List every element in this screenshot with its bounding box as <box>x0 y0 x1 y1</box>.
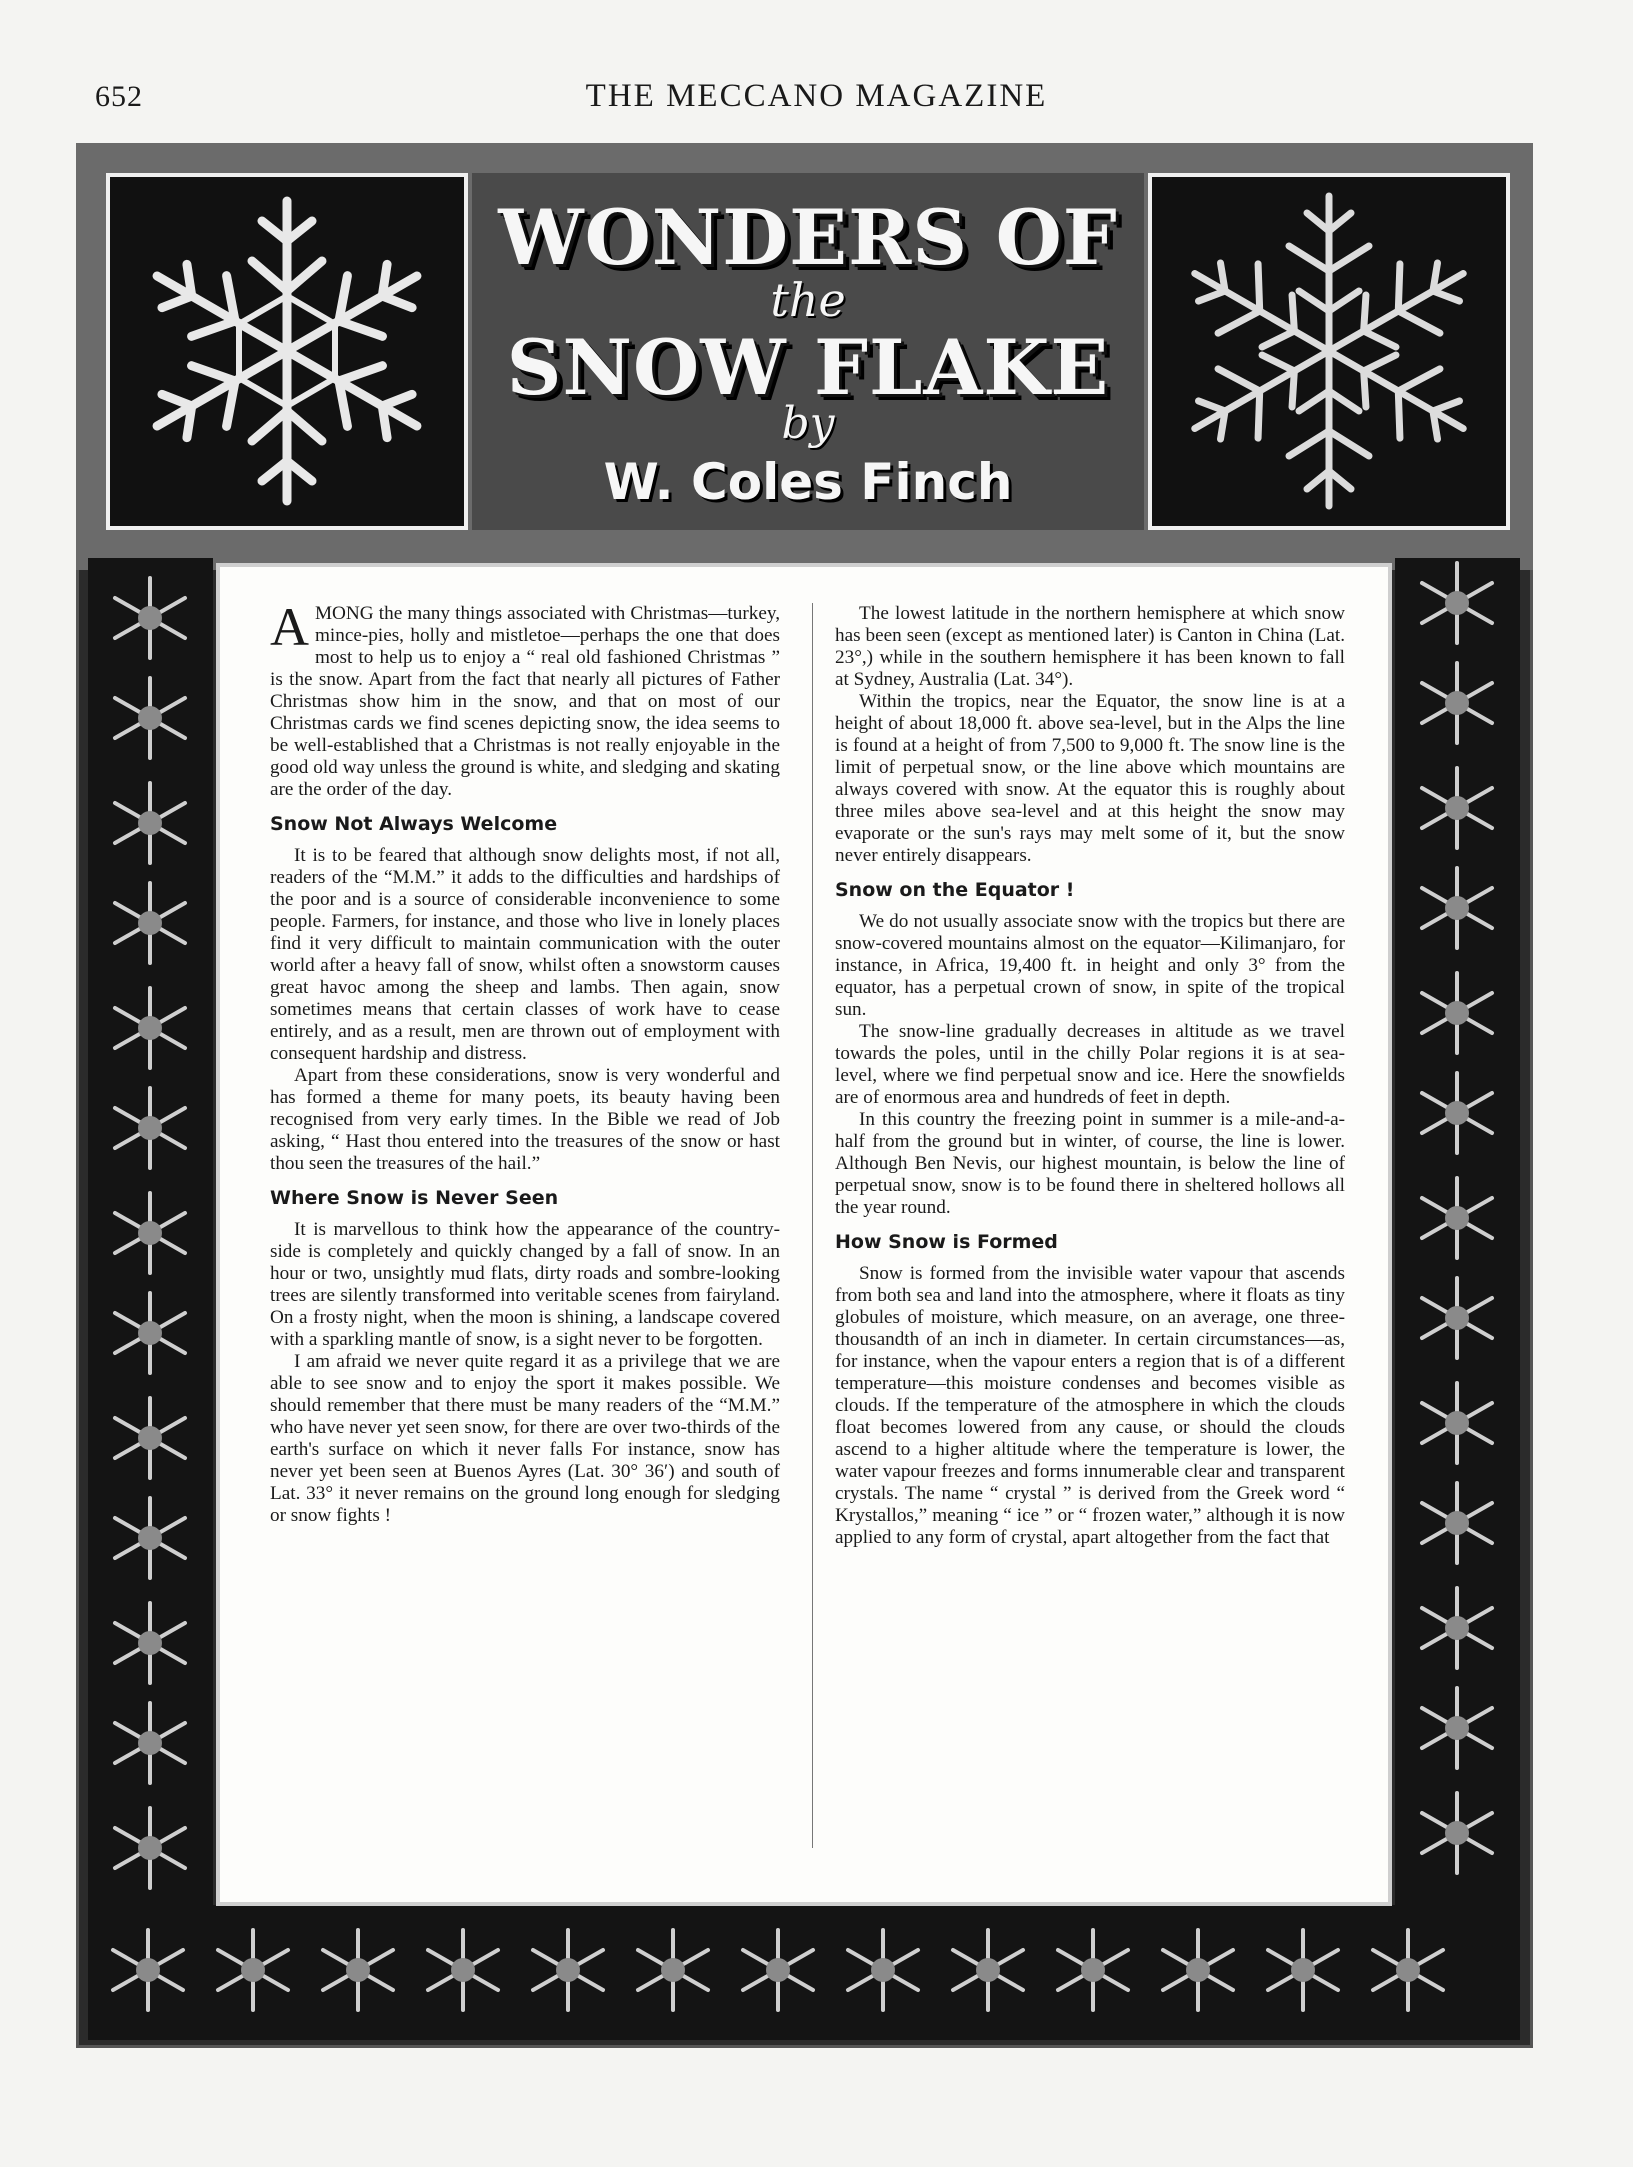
snowflake-border-left <box>88 558 213 1910</box>
paragraph: I am afraid we never quite regard it as a privilege that we are able to see snow and to enjoy the sport it makes possible. We should remember that there must be many readers of the “M.M.” who have never yet seen snow, for there are over two-thirds of the earth's surface on which it never falls For instance, snow has never yet been seen at Buenos Ayres (Lat. 30° 36′) and south of Lat. 33° it never remains on the ground long enough for sledging or snow fights ! <box>270 1351 780 1526</box>
title-line-2: the <box>770 273 846 327</box>
subheading: Snow on the Equator ! <box>835 879 1075 901</box>
column-divider <box>812 603 813 1848</box>
paragraph: It is marvellous to think how the appearance of the country-side is completely and quickly changed by a fall of snow. In an hour or two, unsightly mud flats, dirty roads and sombre-looking trees are silently transformed into veritable scenes from fairyland. On a frosty night, when the moon is shining, a landscape covered with a sparkling mantle of snow, is a sight never to be forgotten. <box>270 1219 780 1350</box>
author-name: W. Coles Finch <box>603 453 1013 511</box>
snowflake-icon <box>110 177 464 526</box>
paragraph: AMONG the many things associated with Christmas—turkey, mince-pies, holly and mistletoe—perhaps the one that does most to help us to enjoy a “ real old fashioned Christmas ” is the snow. Apart from the fact that nearly all pictures of Father Christmas show him in the snow, and that on most of our Christmas cards we find scenes depicting snow, the idea seems to be well-established that a Christmas is not really enjoyable in the good old way unless the ground is white, and sledging and skating are the order of the day. <box>270 597 780 800</box>
snowflake-photo-left <box>106 173 468 530</box>
paragraph: Apart from these considerations, snow is very wonderful and has formed a theme for many poets, its beauty having been recognised from very early times. In the Bible we read of Job asking, “ Hast thou entered into the treasures of the snow or hast thou seen the treasures of the hail.” <box>270 1065 780 1174</box>
snowflakes-row-icon <box>88 1905 1520 2040</box>
paragraph: Snow is formed from the invisible water vapour that ascends from both sea and land into the atmosphere, where it floats as tiny globules of moisture, which measure, on an average, one three-thousandth of an inch in diameter. In certain circumstances—as, for instance, when the vapour enters a region that is of a different temperature—this moisture condenses and becomes visible as clouds. If the temperature of the atmosphere in which the clouds float becomes lowered from any cause, or should the clouds ascend to a higher altitude where the temperature is lower, the water vapour freezes and forms innumerable clear and transparent crystals. The name “ crystal ” is derived from the Greek word “ Krystallos,” meaning “ ice ” or “ frozen water,” although it is now applied to any form of crystal, apart altogether from the fact that <box>835 1263 1345 1548</box>
title-by: by <box>781 398 835 449</box>
article-column-2 <box>835 603 1345 1549</box>
paragraph: It is to be feared that although snow delights most, if not all, readers of the “M.M.” it adds to the difficulties and hardships of the poor and is a source of considerable inconvenience to some people. Farmers, for instance, and those who live in lonely places find it very difficult to maintain communication with the outer world after a heavy fall of snow, whilst often a snowstorm causes great havoc among the sheep and lambs. Then again, snow sometimes means that certain classes of work have to cease entirely, and as a result, men are thrown out of employment with consequent hardship and distress. <box>270 845 780 1064</box>
title-line-3: SNOW FLAKE <box>506 323 1110 412</box>
title-line-1: WONDERS OF <box>498 193 1118 282</box>
magazine-title: THE MECCANO MAGAZINE <box>585 78 1048 114</box>
snowflakes-column-icon <box>88 558 213 1910</box>
snowflake-photo-right <box>1148 173 1510 530</box>
snowflake-border-bottom <box>88 1905 1520 2040</box>
article-text-panel <box>220 567 1388 1902</box>
snowflake-icon <box>1152 177 1506 526</box>
title-panel <box>472 173 1144 530</box>
subheading: How Snow is Formed <box>835 1231 1058 1253</box>
drop-cap: A <box>270 597 309 657</box>
paragraph: In this country the freezing point in summer is a mile-and-a-half from the ground but in winter, of course, the line is lower. Although Ben Nevis, our highest mountain, is below the line of perpetual snow, snow is to be found there in sheltered hollows all the year round. <box>835 1109 1345 1218</box>
paragraph: The snow-line gradually decreases in altitude as we travel towards the poles, until in the chilly Polar regions it is at sea-level, where we find perpetual snow and ice. Here the snowfields are of enormous area and hundreds of feet in depth. <box>835 1021 1345 1108</box>
snowflake-border-right <box>1395 558 1520 1910</box>
paragraph: Within the tropics, near the Equator, the snow line is at a height of about 18,000 ft. above sea-level, but in the Alps the line is found at a height of from 7,500 to 9,000 ft. The snow line is the limit of perpetual snow, or the line above which mountains are always covered with snow. At the equator this is roughly about three miles above sea-level and at this height the snow may evaporate or the sun's rays may melt some of it, but the snow never entirely disappears. <box>835 691 1345 866</box>
article-column-1 <box>270 597 780 1527</box>
paragraph: We do not usually associate snow with the tropics but there are snow-covered mountains almost on the equator—Kilimanjaro, for instance, in Africa, 19,400 ft. in height and only 3° from the equator, has a perpetual crown of snow, in spite of the tropical sun. <box>835 911 1345 1020</box>
page-number: 652 <box>95 80 143 113</box>
subheading: Where Snow is Never Seen <box>270 1187 559 1209</box>
snowflakes-column-icon <box>1395 558 1520 1910</box>
subheading: Snow Not Always Welcome <box>270 813 558 835</box>
paragraph: The lowest latitude in the northern hemisphere at which snow has been seen (except as mentioned later) is Canton in China (Lat. 23°,) while in the southern hemisphere it has been known to fall at Sydney, Australia (Lat. 34°). <box>835 603 1345 690</box>
